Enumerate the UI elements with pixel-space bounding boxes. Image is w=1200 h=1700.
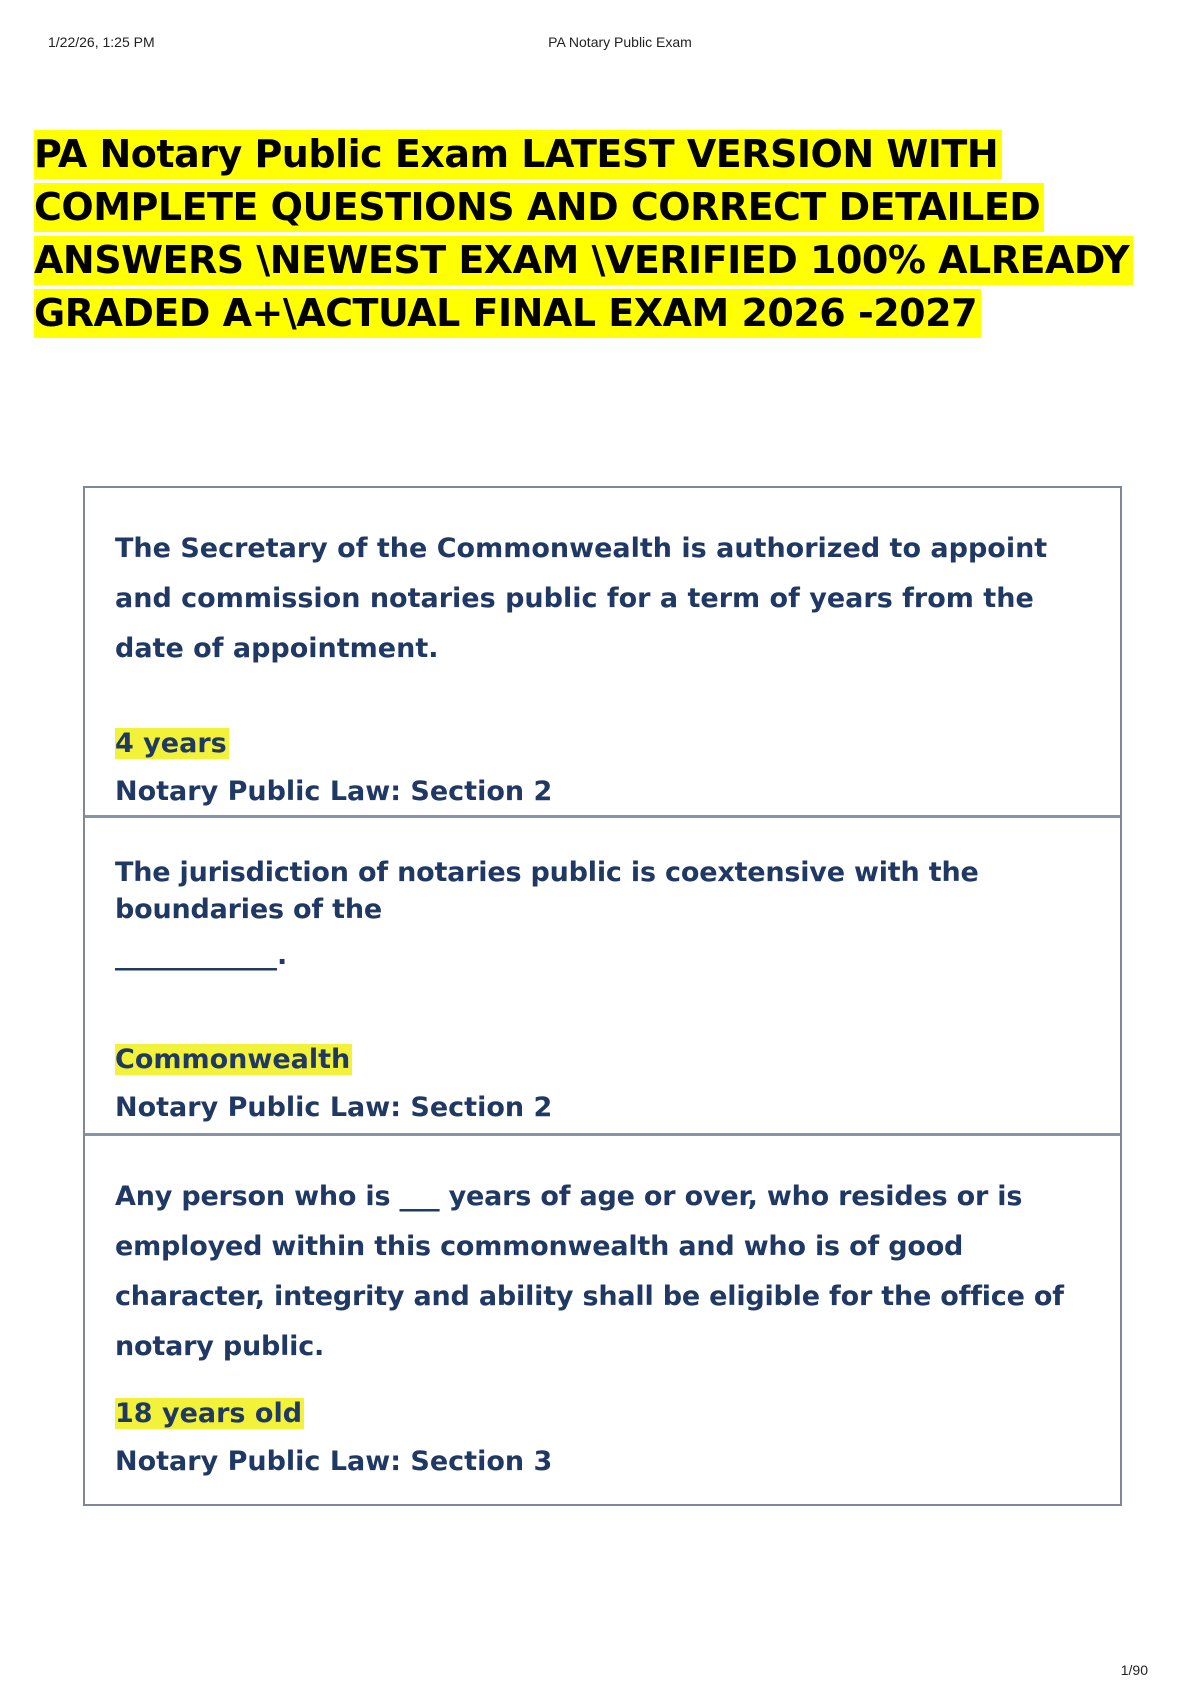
flashcard-reference: Notary Public Law: Section 2 [115,776,553,807]
flashcard-answer [115,1040,352,1080]
print-datetime: 1/22/26, 1:25 PM [48,34,155,50]
flashcard-answer-text: Commonwealth [115,1044,351,1075]
flashcard [85,1136,1120,1504]
page-number: 1/90 [1120,1662,1148,1678]
flashcard-question: The jurisdiction of notaries public is coextensive with the boundaries of the [115,857,979,925]
flashcard [85,818,1120,1136]
flashcard-answer-text: 4 years [115,728,227,759]
flashcard-question: Any person who is ___ years of age or over, who resides or is employed within this commonwealth and who is of good character, integrity and ability shall be eligible for the office of notary public. [115,1181,1064,1362]
flashcard-answer [115,724,229,764]
flashcard-list [83,486,1122,1506]
print-header [0,34,1200,54]
flashcard-question: The Secretary of the Commonwealth is authorized to appoint and commission notaries public for a term of years from the date of appointment. [115,533,1048,664]
document-title [34,128,1174,340]
flashcard-answer [115,1394,304,1434]
print-page-title: PA Notary Public Exam [548,34,692,50]
flashcard-answer-text: 18 years old [115,1398,303,1429]
flashcard-blank: ____________. [115,940,288,971]
flashcard-reference: Notary Public Law: Section 3 [115,1446,553,1477]
flashcard-reference: Notary Public Law: Section 2 [115,1092,553,1123]
flashcard [85,488,1120,818]
document-title-text: PA Notary Public Exam LATEST VERSION WITH COMPLETE QUESTIONS AND CORRECT DETAILED ANSWERS \NEWEST EXAM \VERIFIED 100% ALREADY GRADED A+\ACTUAL FINAL EXAM 2026 -2027 [34,130,1133,338]
